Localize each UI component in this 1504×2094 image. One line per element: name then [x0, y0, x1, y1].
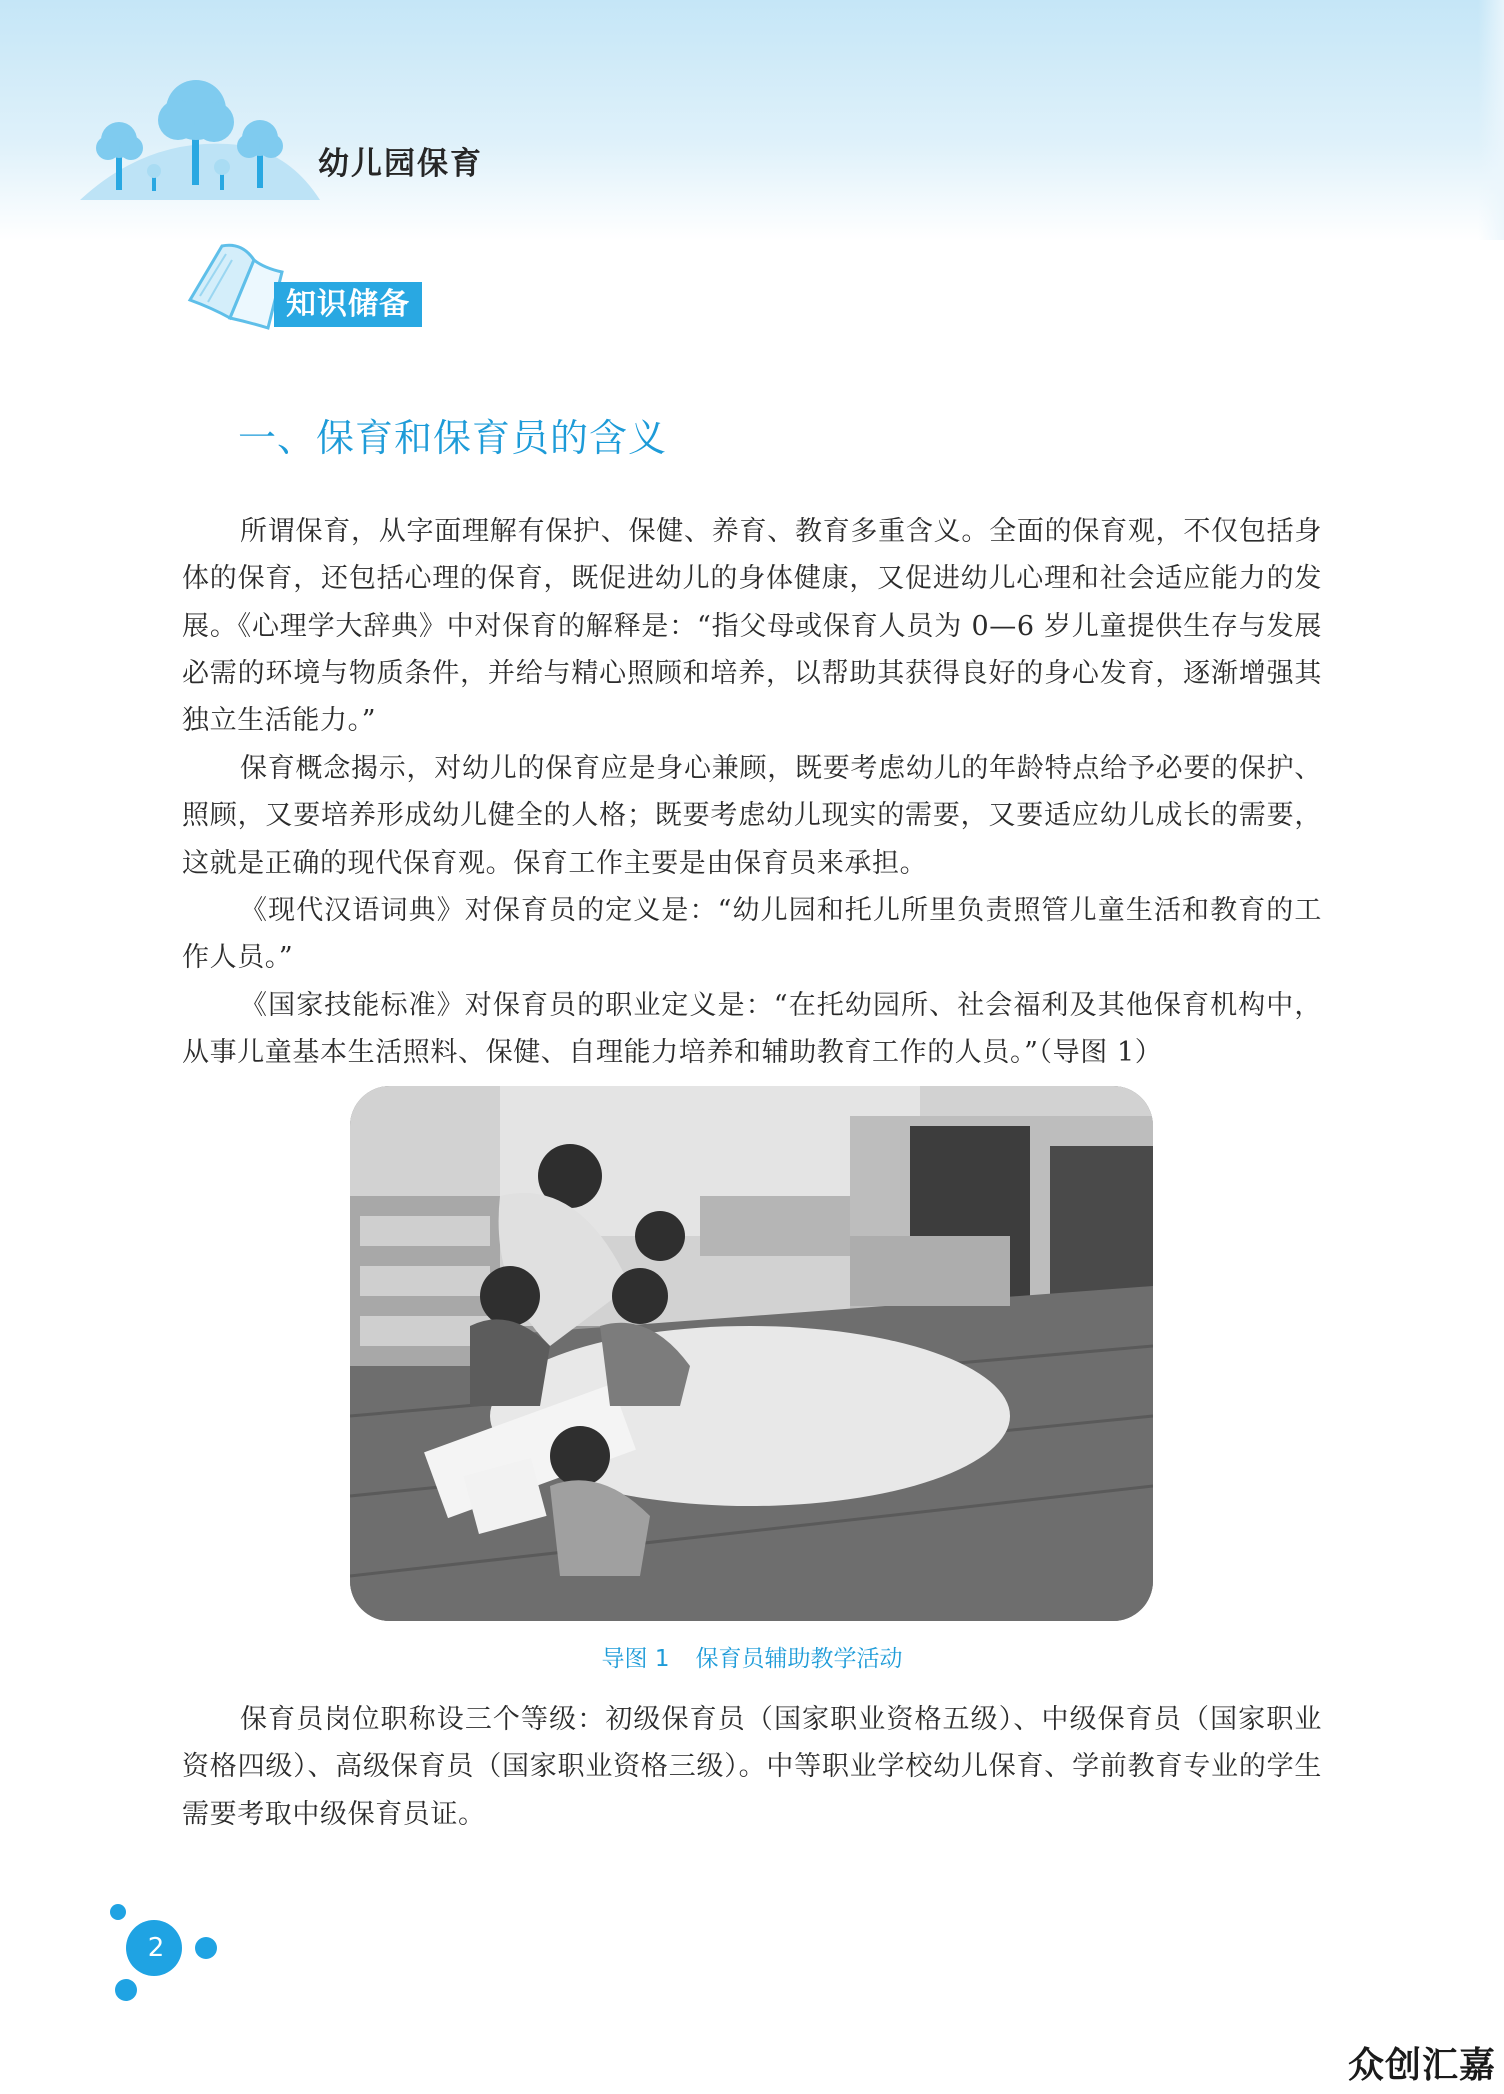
figure-label: 导图 1: [601, 1646, 670, 1672]
paragraph: 《国家技能标准》对保育员的职业定义是：“在托幼园所、社会福利及其他保育机构中，从事儿童基本生活照料、保健、自理能力培养和辅助教育工作的人员。”（导图 1）: [182, 990, 1322, 1069]
tree-cluster-icon: [80, 75, 330, 205]
watermark: 众创汇嘉: [1347, 2045, 1496, 2086]
paragraph: 《现代汉语词典》对保育员的定义是：“幼儿园和托儿所里负责照管儿童生活和教育的工作人员。”: [182, 895, 1322, 974]
book-title: 幼儿园保育: [318, 146, 483, 182]
figure-caption-text: 保育员辅助教学活动: [695, 1646, 903, 1672]
header-edge: [1478, 0, 1504, 240]
section-heading: 一、保育和保育员的含义: [238, 416, 668, 460]
section-badge-label: 知识储备: [274, 282, 422, 327]
paragraph: 所谓保育，从字面理解有保护、保健、养育、教育多重含义。全面的保育观，不仅包括身体的保育，还包括心理的保育，既促进幼儿的身体健康，又促进幼儿心理和社会适应能力的发展。《心理学大辞典》中对保育的解释是：“指父母或保育人员为 0—6 岁儿童提供生存与发展必需的环境与物质条件，并给与精心照顾和培养，以帮助其获得良好的身心发育，逐渐增强其独立生活能力。”: [182, 516, 1322, 737]
paragraph: 保育员岗位职称设三个等级：初级保育员（国家职业资格五级）、中级保育员（国家职业资格四级）、高级保育员（国家职业资格三级）。中等职业学校幼儿保育、学前教育专业的学生需要考取中级保育员证。: [182, 1704, 1322, 1830]
figure-caption: [0, 1640, 1504, 1673]
page-number: 2: [147, 1933, 165, 1963]
paragraph: 保育概念揭示，对幼儿的保育应是身心兼顾，既要考虑幼儿的年龄特点给予必要的保护、照顾，又要培养形成幼儿健全的人格；既要考虑幼儿现实的需要，又要适应幼儿成长的需要，这就是正确的现代保育观。保育工作主要是由保育员来承担。: [182, 753, 1322, 879]
classroom-photo: [350, 1086, 1153, 1621]
